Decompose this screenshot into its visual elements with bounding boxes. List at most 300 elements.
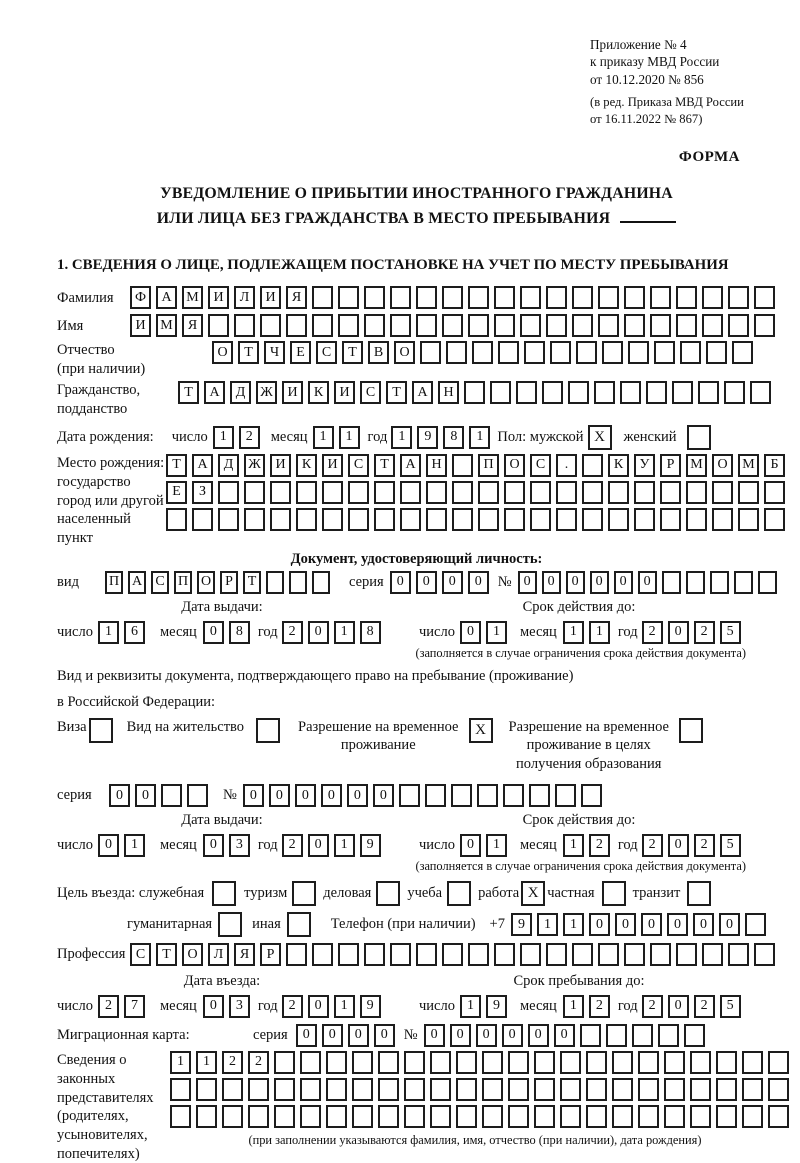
char-cell[interactable]: Т bbox=[238, 341, 259, 364]
char-cell[interactable]: К bbox=[296, 454, 317, 477]
char-cell[interactable] bbox=[634, 508, 655, 531]
char-cell[interactable]: 2 bbox=[222, 1051, 243, 1074]
char-cell[interactable]: А bbox=[412, 381, 433, 404]
char-cell[interactable] bbox=[270, 481, 291, 504]
char-cell[interactable]: З bbox=[192, 481, 213, 504]
char-cell[interactable]: М bbox=[156, 314, 177, 337]
char-cell[interactable] bbox=[754, 943, 775, 966]
char-cell[interactable] bbox=[606, 1024, 627, 1047]
char-cell[interactable] bbox=[702, 286, 723, 309]
char-cell[interactable]: С bbox=[530, 454, 551, 477]
char-cell[interactable] bbox=[494, 943, 515, 966]
char-cell[interactable]: О bbox=[394, 341, 415, 364]
char-cell[interactable] bbox=[534, 1078, 555, 1101]
char-cell[interactable]: 1 bbox=[339, 426, 360, 449]
char-cell[interactable]: 2 bbox=[694, 995, 715, 1018]
char-cell[interactable] bbox=[192, 508, 213, 531]
char-cell[interactable] bbox=[568, 381, 589, 404]
char-cell[interactable]: 0 bbox=[614, 571, 633, 594]
char-cell[interactable] bbox=[326, 1051, 347, 1074]
char-cell[interactable]: И bbox=[130, 314, 151, 337]
char-cell[interactable]: 0 bbox=[203, 834, 224, 857]
char-cell[interactable]: 0 bbox=[390, 571, 411, 594]
char-cell[interactable] bbox=[732, 341, 753, 364]
char-cell[interactable] bbox=[738, 508, 759, 531]
char-cell[interactable] bbox=[546, 943, 567, 966]
char-cell[interactable] bbox=[716, 1105, 737, 1128]
char-cell[interactable] bbox=[364, 314, 385, 337]
char-cell[interactable] bbox=[650, 314, 671, 337]
visa-checkbox[interactable] bbox=[89, 718, 113, 743]
char-cell[interactable]: . bbox=[556, 454, 577, 477]
char-cell[interactable] bbox=[378, 1105, 399, 1128]
char-cell[interactable] bbox=[464, 381, 485, 404]
char-cell[interactable] bbox=[468, 943, 489, 966]
char-cell[interactable]: 0 bbox=[243, 784, 264, 807]
char-cell[interactable] bbox=[754, 314, 775, 337]
sex-female-checkbox[interactable] bbox=[687, 425, 711, 450]
char-cell[interactable] bbox=[498, 341, 519, 364]
char-cell[interactable] bbox=[702, 314, 723, 337]
char-cell[interactable]: 1 bbox=[469, 426, 490, 449]
char-cell[interactable]: П bbox=[174, 571, 192, 594]
char-cell[interactable]: М bbox=[738, 454, 759, 477]
char-cell[interactable]: 1 bbox=[589, 621, 610, 644]
char-cell[interactable] bbox=[494, 286, 515, 309]
char-cell[interactable] bbox=[586, 1051, 607, 1074]
char-cell[interactable]: 0 bbox=[203, 995, 224, 1018]
char-cell[interactable] bbox=[338, 286, 359, 309]
char-cell[interactable] bbox=[662, 571, 681, 594]
char-cell[interactable] bbox=[161, 784, 182, 807]
char-cell[interactable] bbox=[764, 508, 785, 531]
char-cell[interactable]: 1 bbox=[486, 834, 507, 857]
char-cell[interactable] bbox=[728, 286, 749, 309]
char-cell[interactable]: 8 bbox=[360, 621, 381, 644]
char-cell[interactable]: 1 bbox=[334, 834, 355, 857]
sex-male-checkbox[interactable]: X bbox=[588, 425, 612, 450]
char-cell[interactable] bbox=[187, 784, 208, 807]
char-cell[interactable]: 1 bbox=[391, 426, 412, 449]
char-cell[interactable] bbox=[555, 784, 576, 807]
char-cell[interactable]: С bbox=[151, 571, 169, 594]
char-cell[interactable] bbox=[274, 1105, 295, 1128]
char-cell[interactable]: 0 bbox=[322, 1024, 343, 1047]
char-cell[interactable] bbox=[745, 913, 766, 936]
char-cell[interactable] bbox=[352, 1078, 373, 1101]
char-cell[interactable]: 0 bbox=[442, 571, 463, 594]
char-cell[interactable]: 0 bbox=[308, 834, 329, 857]
char-cell[interactable] bbox=[222, 1078, 243, 1101]
char-cell[interactable]: Т bbox=[243, 571, 261, 594]
purpose-private-checkbox[interactable] bbox=[602, 881, 626, 906]
char-cell[interactable]: О bbox=[212, 341, 233, 364]
char-cell[interactable]: 1 bbox=[313, 426, 334, 449]
char-cell[interactable]: 1 bbox=[334, 621, 355, 644]
char-cell[interactable]: 1 bbox=[563, 834, 584, 857]
char-cell[interactable]: 1 bbox=[537, 913, 558, 936]
char-cell[interactable] bbox=[478, 508, 499, 531]
char-cell[interactable] bbox=[724, 381, 745, 404]
char-cell[interactable] bbox=[520, 943, 541, 966]
char-cell[interactable]: И bbox=[322, 454, 343, 477]
char-cell[interactable] bbox=[690, 1051, 711, 1074]
char-cell[interactable] bbox=[430, 1051, 451, 1074]
char-cell[interactable]: Т bbox=[386, 381, 407, 404]
char-cell[interactable] bbox=[612, 1105, 633, 1128]
char-cell[interactable] bbox=[504, 481, 525, 504]
char-cell[interactable] bbox=[400, 481, 421, 504]
char-cell[interactable]: 1 bbox=[98, 621, 119, 644]
char-cell[interactable] bbox=[628, 341, 649, 364]
char-cell[interactable]: Т bbox=[166, 454, 187, 477]
char-cell[interactable] bbox=[446, 341, 467, 364]
char-cell[interactable] bbox=[530, 481, 551, 504]
char-cell[interactable] bbox=[348, 481, 369, 504]
char-cell[interactable] bbox=[416, 943, 437, 966]
char-cell[interactable] bbox=[520, 314, 541, 337]
char-cell[interactable] bbox=[608, 481, 629, 504]
char-cell[interactable] bbox=[477, 784, 498, 807]
char-cell[interactable] bbox=[672, 381, 693, 404]
char-cell[interactable] bbox=[248, 1078, 269, 1101]
char-cell[interactable] bbox=[686, 571, 705, 594]
char-cell[interactable] bbox=[664, 1078, 685, 1101]
char-cell[interactable]: Т bbox=[342, 341, 363, 364]
char-cell[interactable] bbox=[312, 571, 330, 594]
char-cell[interactable] bbox=[286, 943, 307, 966]
char-cell[interactable]: 1 bbox=[563, 995, 584, 1018]
char-cell[interactable] bbox=[390, 943, 411, 966]
char-cell[interactable] bbox=[482, 1051, 503, 1074]
char-cell[interactable]: 0 bbox=[135, 784, 156, 807]
char-cell[interactable] bbox=[426, 481, 447, 504]
char-cell[interactable] bbox=[676, 314, 697, 337]
char-cell[interactable] bbox=[196, 1078, 217, 1101]
char-cell[interactable] bbox=[420, 341, 441, 364]
char-cell[interactable] bbox=[556, 481, 577, 504]
char-cell[interactable]: С bbox=[130, 943, 151, 966]
char-cell[interactable]: 9 bbox=[417, 426, 438, 449]
char-cell[interactable]: А bbox=[128, 571, 146, 594]
char-cell[interactable] bbox=[322, 481, 343, 504]
char-cell[interactable] bbox=[586, 1105, 607, 1128]
char-cell[interactable] bbox=[390, 286, 411, 309]
char-cell[interactable]: 9 bbox=[486, 995, 507, 1018]
char-cell[interactable]: П bbox=[478, 454, 499, 477]
char-cell[interactable] bbox=[404, 1051, 425, 1074]
char-cell[interactable]: 3 bbox=[229, 995, 250, 1018]
char-cell[interactable]: 0 bbox=[416, 571, 437, 594]
char-cell[interactable] bbox=[326, 1078, 347, 1101]
char-cell[interactable] bbox=[690, 1078, 711, 1101]
char-cell[interactable] bbox=[716, 1078, 737, 1101]
char-cell[interactable] bbox=[452, 481, 473, 504]
char-cell[interactable] bbox=[612, 1051, 633, 1074]
char-cell[interactable]: И bbox=[334, 381, 355, 404]
char-cell[interactable]: 1 bbox=[486, 621, 507, 644]
char-cell[interactable] bbox=[312, 314, 333, 337]
char-cell[interactable]: П bbox=[105, 571, 123, 594]
char-cell[interactable]: И bbox=[208, 286, 229, 309]
char-cell[interactable] bbox=[404, 1078, 425, 1101]
char-cell[interactable] bbox=[508, 1051, 529, 1074]
char-cell[interactable]: 0 bbox=[295, 784, 316, 807]
char-cell[interactable] bbox=[750, 381, 771, 404]
char-cell[interactable] bbox=[676, 286, 697, 309]
char-cell[interactable] bbox=[560, 1078, 581, 1101]
char-cell[interactable] bbox=[728, 943, 749, 966]
char-cell[interactable] bbox=[556, 508, 577, 531]
char-cell[interactable] bbox=[352, 1051, 373, 1074]
char-cell[interactable] bbox=[660, 508, 681, 531]
char-cell[interactable] bbox=[218, 508, 239, 531]
char-cell[interactable]: 0 bbox=[109, 784, 130, 807]
char-cell[interactable] bbox=[576, 341, 597, 364]
char-cell[interactable]: 0 bbox=[719, 913, 740, 936]
char-cell[interactable] bbox=[516, 381, 537, 404]
char-cell[interactable]: И bbox=[260, 286, 281, 309]
char-cell[interactable] bbox=[426, 508, 447, 531]
char-cell[interactable]: 0 bbox=[348, 1024, 369, 1047]
char-cell[interactable] bbox=[676, 943, 697, 966]
char-cell[interactable]: А bbox=[400, 454, 421, 477]
char-cell[interactable] bbox=[624, 286, 645, 309]
char-cell[interactable] bbox=[416, 314, 437, 337]
char-cell[interactable] bbox=[504, 508, 525, 531]
char-cell[interactable] bbox=[664, 1105, 685, 1128]
char-cell[interactable] bbox=[456, 1105, 477, 1128]
char-cell[interactable] bbox=[166, 508, 187, 531]
char-cell[interactable]: 0 bbox=[321, 784, 342, 807]
char-cell[interactable] bbox=[286, 314, 307, 337]
char-cell[interactable] bbox=[208, 314, 229, 337]
char-cell[interactable] bbox=[572, 286, 593, 309]
char-cell[interactable] bbox=[374, 481, 395, 504]
char-cell[interactable]: 2 bbox=[248, 1051, 269, 1074]
char-cell[interactable]: 0 bbox=[668, 834, 689, 857]
char-cell[interactable] bbox=[289, 571, 307, 594]
char-cell[interactable] bbox=[378, 1078, 399, 1101]
char-cell[interactable]: 8 bbox=[443, 426, 464, 449]
char-cell[interactable]: 0 bbox=[638, 571, 657, 594]
char-cell[interactable]: К bbox=[308, 381, 329, 404]
char-cell[interactable] bbox=[580, 1024, 601, 1047]
char-cell[interactable] bbox=[634, 481, 655, 504]
char-cell[interactable]: А bbox=[156, 286, 177, 309]
char-cell[interactable]: Я bbox=[286, 286, 307, 309]
char-cell[interactable] bbox=[452, 454, 473, 477]
char-cell[interactable] bbox=[430, 1078, 451, 1101]
char-cell[interactable] bbox=[712, 481, 733, 504]
char-cell[interactable]: 0 bbox=[554, 1024, 575, 1047]
char-cell[interactable] bbox=[650, 943, 671, 966]
char-cell[interactable] bbox=[572, 314, 593, 337]
char-cell[interactable]: 0 bbox=[476, 1024, 497, 1047]
char-cell[interactable]: 2 bbox=[98, 995, 119, 1018]
char-cell[interactable] bbox=[196, 1105, 217, 1128]
char-cell[interactable] bbox=[338, 314, 359, 337]
residence-permit-checkbox[interactable] bbox=[256, 718, 280, 743]
char-cell[interactable] bbox=[399, 784, 420, 807]
char-cell[interactable] bbox=[274, 1051, 295, 1074]
char-cell[interactable]: 1 bbox=[563, 913, 584, 936]
char-cell[interactable]: 0 bbox=[668, 995, 689, 1018]
char-cell[interactable] bbox=[546, 286, 567, 309]
purpose-other-checkbox[interactable] bbox=[287, 912, 311, 937]
purpose-humanitarian-checkbox[interactable] bbox=[218, 912, 242, 937]
char-cell[interactable] bbox=[529, 784, 550, 807]
char-cell[interactable] bbox=[442, 943, 463, 966]
char-cell[interactable]: 1 bbox=[334, 995, 355, 1018]
char-cell[interactable]: 3 bbox=[229, 834, 250, 857]
char-cell[interactable]: 7 bbox=[124, 995, 145, 1018]
char-cell[interactable] bbox=[248, 1105, 269, 1128]
char-cell[interactable]: А bbox=[204, 381, 225, 404]
char-cell[interactable] bbox=[508, 1078, 529, 1101]
char-cell[interactable]: 0 bbox=[589, 913, 610, 936]
char-cell[interactable] bbox=[612, 1078, 633, 1101]
char-cell[interactable]: Л bbox=[234, 286, 255, 309]
char-cell[interactable] bbox=[478, 481, 499, 504]
char-cell[interactable] bbox=[598, 314, 619, 337]
char-cell[interactable]: 0 bbox=[450, 1024, 471, 1047]
char-cell[interactable]: 0 bbox=[542, 571, 561, 594]
char-cell[interactable]: 0 bbox=[98, 834, 119, 857]
char-cell[interactable]: 0 bbox=[641, 913, 662, 936]
char-cell[interactable] bbox=[266, 571, 284, 594]
char-cell[interactable] bbox=[352, 1105, 373, 1128]
char-cell[interactable]: Р bbox=[660, 454, 681, 477]
char-cell[interactable] bbox=[768, 1051, 789, 1074]
char-cell[interactable] bbox=[742, 1051, 763, 1074]
char-cell[interactable]: 0 bbox=[347, 784, 368, 807]
char-cell[interactable]: 5 bbox=[720, 834, 741, 857]
char-cell[interactable]: Ж bbox=[244, 454, 265, 477]
char-cell[interactable]: Я bbox=[182, 314, 203, 337]
char-cell[interactable]: 1 bbox=[213, 426, 234, 449]
char-cell[interactable]: Ф bbox=[130, 286, 151, 309]
char-cell[interactable] bbox=[404, 1105, 425, 1128]
char-cell[interactable] bbox=[400, 508, 421, 531]
char-cell[interactable]: О bbox=[197, 571, 215, 594]
char-cell[interactable]: 0 bbox=[424, 1024, 445, 1047]
purpose-official-checkbox[interactable] bbox=[212, 881, 236, 906]
char-cell[interactable] bbox=[312, 286, 333, 309]
char-cell[interactable]: 0 bbox=[296, 1024, 317, 1047]
char-cell[interactable] bbox=[572, 943, 593, 966]
char-cell[interactable] bbox=[638, 1051, 659, 1074]
char-cell[interactable]: У bbox=[634, 454, 655, 477]
char-cell[interactable] bbox=[684, 1024, 705, 1047]
char-cell[interactable] bbox=[658, 1024, 679, 1047]
char-cell[interactable] bbox=[716, 1051, 737, 1074]
char-cell[interactable]: Р bbox=[260, 943, 281, 966]
char-cell[interactable]: 0 bbox=[460, 621, 481, 644]
char-cell[interactable] bbox=[300, 1051, 321, 1074]
char-cell[interactable] bbox=[524, 341, 545, 364]
char-cell[interactable]: 0 bbox=[460, 834, 481, 857]
char-cell[interactable] bbox=[274, 1078, 295, 1101]
purpose-work-checkbox[interactable]: X bbox=[521, 881, 545, 906]
char-cell[interactable] bbox=[218, 481, 239, 504]
char-cell[interactable] bbox=[560, 1051, 581, 1074]
char-cell[interactable] bbox=[598, 286, 619, 309]
char-cell[interactable]: 1 bbox=[196, 1051, 217, 1074]
char-cell[interactable] bbox=[416, 286, 437, 309]
char-cell[interactable]: 2 bbox=[239, 426, 260, 449]
char-cell[interactable] bbox=[710, 571, 729, 594]
char-cell[interactable] bbox=[624, 314, 645, 337]
char-cell[interactable]: Е bbox=[290, 341, 311, 364]
char-cell[interactable] bbox=[374, 508, 395, 531]
char-cell[interactable] bbox=[494, 314, 515, 337]
char-cell[interactable] bbox=[754, 286, 775, 309]
char-cell[interactable]: С bbox=[316, 341, 337, 364]
char-cell[interactable]: 0 bbox=[566, 571, 585, 594]
char-cell[interactable]: 0 bbox=[615, 913, 636, 936]
char-cell[interactable]: 5 bbox=[720, 995, 741, 1018]
char-cell[interactable] bbox=[624, 943, 645, 966]
char-cell[interactable] bbox=[300, 1078, 321, 1101]
temp-residence-education-checkbox[interactable] bbox=[679, 718, 703, 743]
char-cell[interactable] bbox=[482, 1078, 503, 1101]
char-cell[interactable] bbox=[698, 381, 719, 404]
char-cell[interactable] bbox=[234, 314, 255, 337]
char-cell[interactable] bbox=[764, 481, 785, 504]
char-cell[interactable] bbox=[690, 1105, 711, 1128]
char-cell[interactable]: 2 bbox=[589, 834, 610, 857]
char-cell[interactable]: С bbox=[348, 454, 369, 477]
char-cell[interactable] bbox=[296, 481, 317, 504]
char-cell[interactable] bbox=[768, 1105, 789, 1128]
char-cell[interactable] bbox=[530, 508, 551, 531]
char-cell[interactable] bbox=[508, 1105, 529, 1128]
char-cell[interactable] bbox=[534, 1051, 555, 1074]
char-cell[interactable] bbox=[650, 286, 671, 309]
char-cell[interactable] bbox=[425, 784, 446, 807]
char-cell[interactable]: О bbox=[712, 454, 733, 477]
char-cell[interactable]: 0 bbox=[308, 621, 329, 644]
char-cell[interactable]: Н bbox=[438, 381, 459, 404]
char-cell[interactable] bbox=[468, 286, 489, 309]
char-cell[interactable] bbox=[594, 381, 615, 404]
char-cell[interactable] bbox=[322, 508, 343, 531]
char-cell[interactable] bbox=[602, 341, 623, 364]
char-cell[interactable]: А bbox=[192, 454, 213, 477]
char-cell[interactable]: М bbox=[182, 286, 203, 309]
char-cell[interactable]: Р bbox=[220, 571, 238, 594]
char-cell[interactable]: М bbox=[686, 454, 707, 477]
char-cell[interactable] bbox=[442, 314, 463, 337]
char-cell[interactable] bbox=[758, 571, 777, 594]
char-cell[interactable]: О bbox=[182, 943, 203, 966]
char-cell[interactable] bbox=[442, 286, 463, 309]
char-cell[interactable]: К bbox=[608, 454, 629, 477]
char-cell[interactable]: 9 bbox=[511, 913, 532, 936]
char-cell[interactable]: 9 bbox=[360, 834, 381, 857]
char-cell[interactable]: 6 bbox=[124, 621, 145, 644]
purpose-tourism-checkbox[interactable] bbox=[292, 881, 316, 906]
char-cell[interactable] bbox=[702, 943, 723, 966]
char-cell[interactable] bbox=[364, 286, 385, 309]
char-cell[interactable]: Т bbox=[156, 943, 177, 966]
char-cell[interactable] bbox=[712, 508, 733, 531]
char-cell[interactable] bbox=[742, 1105, 763, 1128]
char-cell[interactable]: 2 bbox=[694, 621, 715, 644]
char-cell[interactable] bbox=[534, 1105, 555, 1128]
char-cell[interactable] bbox=[686, 481, 707, 504]
